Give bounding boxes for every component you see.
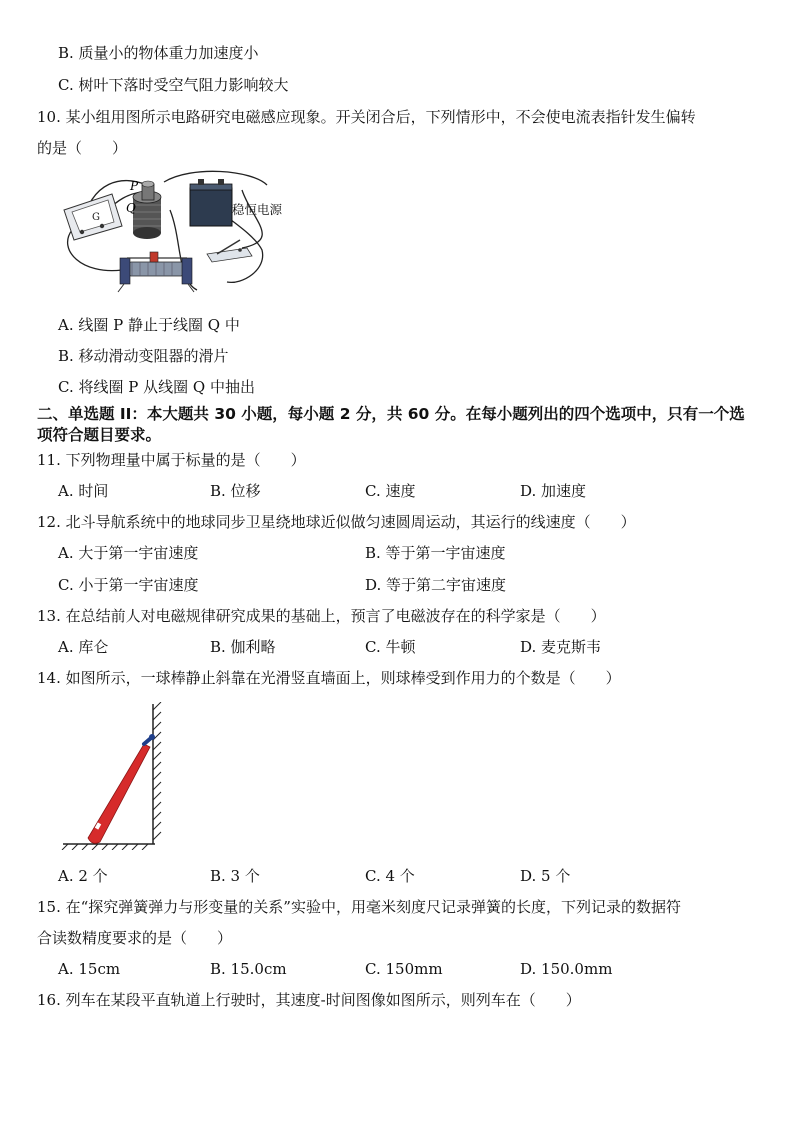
q13-option-b: B. 伽利略: [210, 638, 276, 656]
galvanometer-label: G: [92, 212, 100, 223]
q15-option-c: C. 150mm: [365, 960, 443, 978]
q11-option-d: D. 加速度: [520, 482, 587, 500]
q12-stem: 12. 北斗导航系统中的地球同步卫星绕地球近似做匀速圆周运动，其运行的线速度（ ）: [37, 513, 636, 531]
circuit-figure: [52, 170, 312, 300]
q9-option-c: C. 树叶下落时受空气阻力影响较大: [58, 76, 289, 94]
q15-option-d: D. 150.0mm: [520, 960, 613, 978]
q15-option-b: B. 15.0cm: [210, 960, 287, 978]
q11-option-c: C. 速度: [365, 482, 416, 500]
q9-option-b: B. 质量小的物体重力加速度小: [58, 44, 259, 62]
q12-option-b: B. 等于第一宇宙速度: [365, 544, 506, 562]
power-supply-icon: [190, 179, 232, 226]
q14-option-a: A. 2 个: [58, 867, 108, 885]
section-heading-line2: 项符合题目要求。: [37, 426, 162, 444]
q11-option-b: B. 位移: [210, 482, 261, 500]
coil-q-label: Q: [126, 201, 136, 215]
q12-option-d: D. 等于第二宇宙速度: [365, 576, 507, 594]
q15-option-a: A. 15cm: [58, 960, 121, 978]
q14-option-c: C. 4 个: [365, 867, 415, 885]
q16-stem: 16. 列车在某段平直轨道上行驶时，其速度-时间图像如图所示，则列车在（ ）: [37, 991, 581, 1009]
baseball-bat-icon: [88, 734, 155, 843]
q13-stem: 13. 在总结前人对电磁规律研究成果的基础上，预言了电磁波存在的科学家是（ ）: [37, 607, 606, 625]
q15-stem-line1: 15. 在“探究弹簧弹力与形变量的关系”实验中，用毫米刻度尺记录弹簧的长度，下列记录的数据符: [37, 898, 681, 916]
switch-icon: [207, 240, 252, 262]
q13-option-c: C. 牛顿: [365, 638, 416, 656]
q15-stem-line2: 合读数精度要求的是（ ）: [37, 929, 233, 947]
coil-p-label: P: [130, 179, 139, 193]
q12-option-a: A. 大于第一宇宙速度: [58, 544, 199, 562]
q10-option-b: B. 移动滑动变阻器的滑片: [58, 347, 229, 365]
q10-option-c: C. 将线圈 P 从线圈 Q 中抽出: [58, 378, 255, 396]
galvanometer-icon: [64, 194, 122, 240]
q12-option-c: C. 小于第一宇宙速度: [58, 576, 199, 594]
q11-option-a: A. 时间: [58, 482, 109, 500]
q14-option-d: D. 5 个: [520, 867, 571, 885]
q13-option-a: A. 库仑: [58, 638, 109, 656]
rheostat-icon: [118, 252, 194, 292]
power-supply-label: 稳恒电源: [232, 202, 283, 217]
q14-option-b: B. 3 个: [210, 867, 260, 885]
q10-stem-line2: 的是（ ）: [37, 139, 128, 157]
q13-option-d: D. 麦克斯韦: [520, 638, 602, 656]
bat-against-wall-figure: [58, 702, 168, 850]
section-heading-line1: 二、单选题 II：本大题共 30 小题，每小题 2 分，共 60 分。在每小题列出的四个选项中，只有一个选: [37, 405, 745, 423]
q10-stem-line1: 10. 某小组用图所示电路研究电磁感应现象。开关闭合后，下列情形中，不会使电流表指针发生偏转: [37, 108, 696, 126]
q11-stem: 11. 下列物理量中属于标量的是（ ）: [37, 451, 306, 469]
coil-p-icon: [142, 181, 154, 200]
q10-option-a: A. 线圈 P 静止于线圈 Q 中: [58, 316, 240, 334]
q14-stem: 14. 如图所示，一球棒静止斜靠在光滑竖直墙面上，则球棒受到作用力的个数是（ ）: [37, 669, 621, 687]
